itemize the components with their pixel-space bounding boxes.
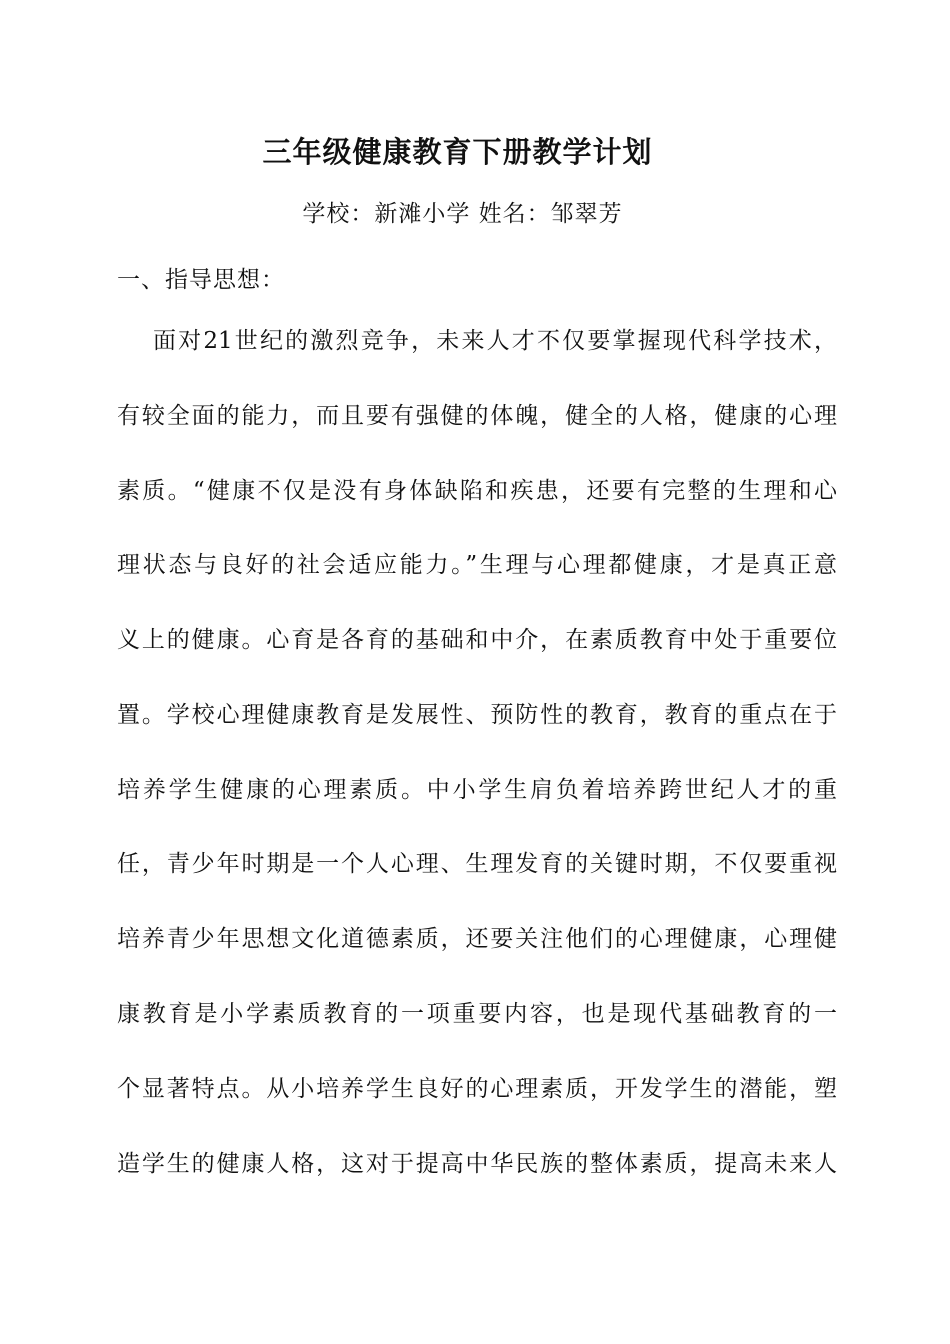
body-line: 造学生的健康人格，这对于提高中华民族的整体素质，提高未来人 — [117, 1150, 837, 1177]
body-line: 面对21世纪的激烈竞争，未来人才不仅要掌握现代科学技术， — [153, 328, 837, 354]
body-line: 培养青少年思想文化道德素质，还要关注他们的心理健康，心理健 — [117, 926, 837, 953]
body-line: 理状态与良好的社会适应能力。”生理与心理都健康，才是真正意 — [117, 552, 837, 579]
body-paragraph — [117, 323, 837, 1220]
body-line: 个显著特点。从小培养学生良好的心理素质，开发学生的潜能，塑 — [117, 1075, 837, 1102]
body-line: 任，青少年时期是一个人心理、生理发育的关键时期，不仅要重视 — [117, 851, 837, 878]
body-line: 素质。“健康不仅是没有身体缺陷和疾患，还要有完整的生理和心 — [117, 477, 837, 504]
body-line: 义上的健康。心育是各育的基础和中介，在素质教育中处于重要位 — [117, 627, 837, 654]
section-heading: 一、指导思想： — [117, 267, 285, 293]
body-line: 置。学校心理健康教育是发展性、预防性的教育，教育的重点在于 — [117, 701, 837, 728]
body-line: 有较全面的能力，而且要有强健的体魄，健全的人格，健康的心理 — [117, 402, 837, 429]
body-line: 培养学生健康的心理素质。中小学生肩负着培养跨世纪人才的重 — [117, 776, 837, 803]
document-subtitle: 学校：新滩小学 姓名：邹翠芳 — [302, 201, 623, 227]
body-line: 康教育是小学素质教育的一项重要内容，也是现代基础教育的一 — [117, 1001, 837, 1028]
document-title: 三年级健康教育下册教学计划 — [262, 135, 653, 169]
